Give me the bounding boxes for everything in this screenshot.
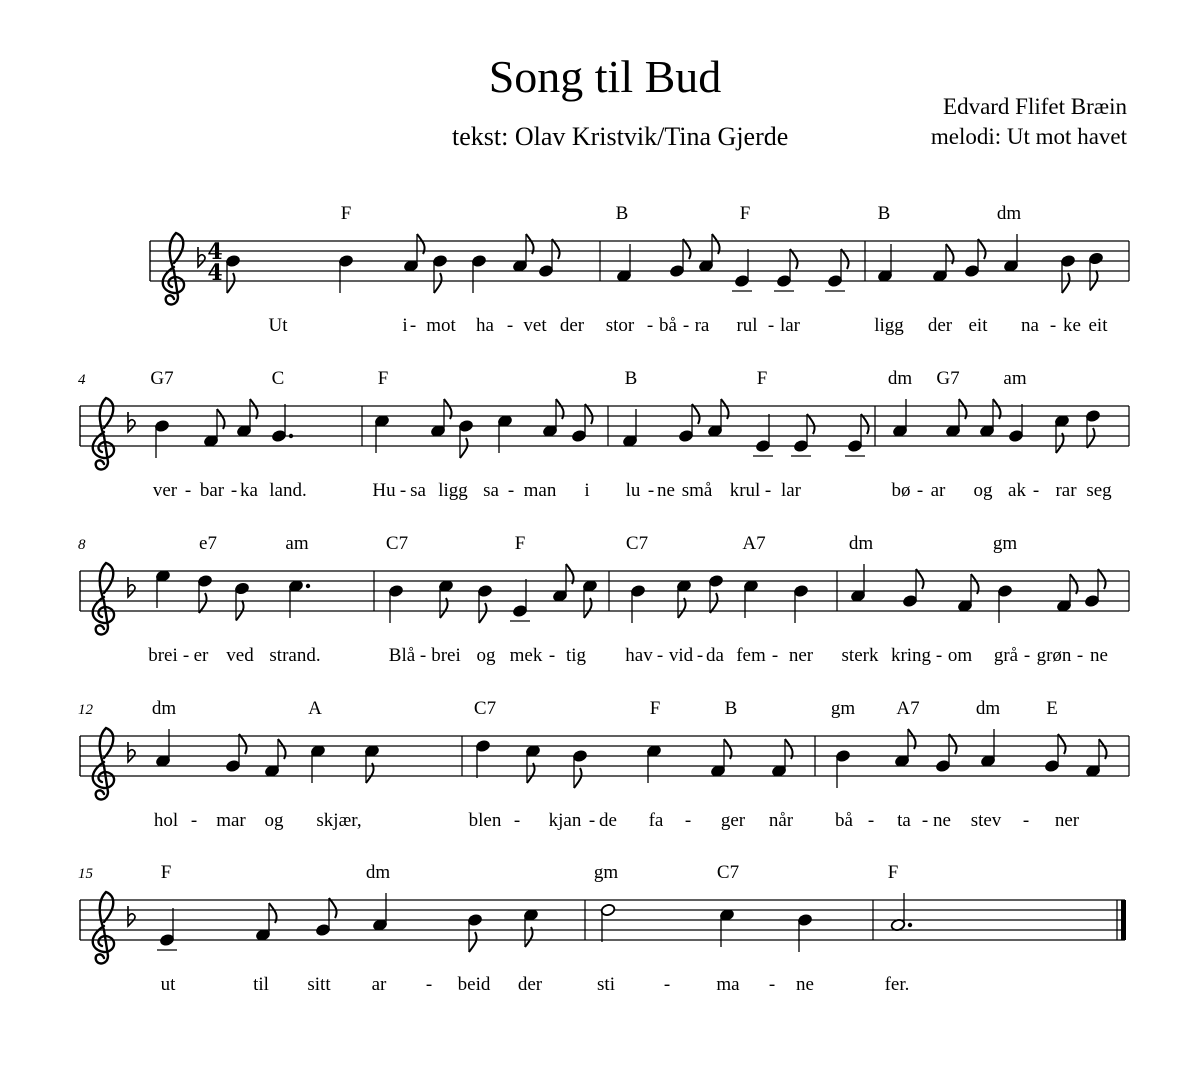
chord-symbol: gm (593, 862, 619, 883)
lyric-syllable: krul (729, 480, 761, 501)
lyric-syllable: de (599, 810, 617, 831)
lyric-syllable: Ut (268, 315, 288, 336)
lyric-syllable: der (927, 315, 953, 336)
lyric-syllable: - (684, 810, 692, 831)
lyric-syllable: hol (153, 810, 179, 831)
lyric-syllable: vet (523, 315, 547, 336)
chord-symbol: F (756, 368, 768, 389)
augmentation-dot (908, 923, 912, 927)
lyric-syllable: eit (1088, 315, 1108, 336)
measure-number: 8 (78, 537, 86, 553)
lyric-syllable: ra (694, 315, 710, 336)
lyric-syllable: ke (1063, 315, 1081, 336)
lyric-syllable: ut (160, 974, 176, 995)
time-signature-top: 4 (207, 239, 223, 265)
lyric-syllable: - (663, 974, 671, 995)
flat-key-signature-icon (128, 906, 135, 926)
chord-symbol: dm (848, 533, 874, 554)
eighth-flag (469, 932, 477, 952)
lyric-syllable: - (767, 315, 775, 336)
lyric-syllable: na (1021, 315, 1039, 336)
lyric-syllable: ger (720, 810, 746, 831)
lyric-syllable: stor (605, 315, 635, 336)
chord-symbol: E (1046, 698, 1058, 719)
lyric-syllable: land. (269, 480, 307, 501)
lyric-syllable: kring (890, 645, 932, 666)
eighth-flag (949, 734, 957, 754)
flat-key-signature-icon (128, 742, 135, 762)
treble-clef-icon (93, 398, 114, 469)
lyric-syllable: og (264, 810, 284, 831)
chord-symbol: C7 (625, 533, 649, 554)
lyric-syllable: ak (1008, 480, 1026, 501)
lyric-syllable: stev (970, 810, 1002, 831)
lyric-syllable: grøn (1036, 645, 1072, 666)
lyric-syllable: sti (597, 974, 615, 995)
lyric-syllable: ver (152, 480, 178, 501)
lyric-syllable: ne (1090, 645, 1108, 666)
lyric-syllable: - (647, 480, 655, 501)
lyric-syllable: sa (410, 480, 426, 501)
lyric-syllable: lu (625, 480, 641, 501)
treble-clef-icon (163, 233, 184, 304)
lyric-syllable: bø (891, 480, 911, 501)
lyric-syllable: fem (736, 645, 766, 666)
lyric-syllable: hav (625, 645, 653, 666)
lyric-syllable: - (425, 974, 433, 995)
lyric-syllable: - (419, 645, 427, 666)
lyric-syllable: - (399, 480, 407, 501)
eighth-flag (807, 414, 815, 434)
chord-symbol: B (724, 698, 738, 719)
eighth-flag (710, 593, 718, 613)
chord-symbol: C (271, 368, 285, 389)
lyric-syllable: - (1032, 480, 1040, 501)
eighth-flag (683, 239, 691, 259)
lyric-syllable: til (253, 974, 269, 995)
lyric-syllable: ligg (438, 480, 468, 501)
eighth-flag (552, 239, 560, 259)
lyric-syllable: - (771, 645, 779, 666)
treble-clef-icon (93, 563, 114, 634)
lyric-syllable: - (764, 480, 772, 501)
lyric-syllable: små (681, 480, 713, 501)
lyric-syllable: - (506, 315, 514, 336)
lyric-syllable: - (1076, 645, 1084, 666)
lyric-syllable: seg (1086, 480, 1112, 501)
lyric-syllable: - (1022, 810, 1030, 831)
lyric-syllable: - (507, 480, 515, 501)
lyric-syllable: beid (457, 974, 491, 995)
eighth-flag (1062, 273, 1070, 293)
chord-symbol: F (887, 862, 899, 883)
lyric-syllable: fer. (884, 974, 910, 995)
lyric-syllable: der (559, 315, 585, 336)
lyric-syllable: kjan (548, 810, 582, 831)
time-signature-bottom: 4 (207, 260, 223, 286)
lyric-syllable: - (230, 480, 238, 501)
score-system (150, 203, 1129, 336)
eighth-flag (460, 438, 468, 458)
measure-number: 15 (78, 866, 93, 882)
chord-symbol: B (624, 368, 638, 389)
lyric-syllable: i (402, 315, 408, 336)
chord-symbol: C7 (473, 698, 497, 719)
eighth-flag (790, 249, 798, 269)
lyric-syllable: grå (993, 645, 1019, 666)
lyric-syllable: Hu (372, 480, 396, 501)
measure-number: 12 (78, 702, 93, 718)
lyric-syllable: ner (788, 645, 814, 666)
lyric-syllable: - (768, 974, 776, 995)
eighth-flag (1098, 569, 1106, 589)
lyric-syllable: brei (431, 645, 461, 666)
lyric-syllable: - (513, 810, 521, 831)
lyric-syllable: ka (240, 480, 258, 501)
chord-symbol: dm (975, 698, 1001, 719)
lyric-syllable: fa (648, 810, 664, 831)
lyric-syllable: tig (565, 645, 587, 666)
chord-symbol: F (160, 862, 172, 883)
lyric-syllable: bar (199, 480, 225, 501)
lyric-syllable: ta (897, 810, 911, 831)
lyric-syllable: - (1049, 315, 1057, 336)
lyric-syllable: mot (426, 315, 456, 336)
chord-symbol: F (514, 533, 526, 554)
chord-symbol: gm (992, 533, 1018, 554)
eighth-flag (861, 414, 869, 434)
lyric-syllable: - (696, 645, 704, 666)
lyric-syllable: lar (779, 315, 801, 336)
chord-symbol: dm (996, 203, 1022, 224)
lyric-syllable: lar (780, 480, 802, 501)
lyric-syllable: ner (1054, 810, 1080, 831)
lyric-syllable: mar (216, 810, 246, 831)
lyric-syllable: og (476, 645, 496, 666)
eighth-flag (1058, 734, 1066, 754)
lyric-syllable: vid (668, 645, 694, 666)
chord-symbol: A7 (742, 533, 766, 554)
chord-symbol: G7 (936, 368, 960, 389)
lyric-syllable: - (1023, 645, 1031, 666)
lyric-syllable: ne (796, 974, 814, 995)
lyric-syllable: da (706, 645, 724, 666)
eighth-flag (574, 768, 582, 788)
flat-key-signature-icon (128, 577, 135, 597)
lyric-syllable: bå (659, 315, 677, 336)
lyric-syllable: skjær, (316, 810, 362, 831)
chord-symbol: dm (365, 862, 391, 883)
lyric-syllable: sterk (841, 645, 879, 666)
lyric-syllable: ligg (874, 315, 904, 336)
lyric-syllable: ne (657, 480, 675, 501)
lyric-syllable: ha (476, 315, 494, 336)
chord-symbol: am (285, 533, 309, 554)
lyric-syllable: ar (371, 974, 387, 995)
measure-number: 4 (78, 372, 86, 388)
chord-symbol: gm (830, 698, 856, 719)
treble-clef-icon (93, 892, 114, 963)
lyric-syllable: - (182, 645, 190, 666)
augmentation-dot (306, 584, 310, 588)
lyric-syllable: sitt (307, 974, 331, 995)
final-barline (1121, 900, 1126, 940)
chord-symbol: F (739, 203, 751, 224)
chord-symbol: G7 (150, 368, 174, 389)
eighth-flag (239, 734, 247, 754)
lyric-syllable: brei (148, 645, 178, 666)
chord-symbol: C7 (716, 862, 740, 883)
lyric-syllable: bå (835, 810, 853, 831)
eighth-flag (841, 249, 849, 269)
chord-symbol: A7 (896, 698, 920, 719)
chord-symbol: F (377, 368, 389, 389)
melody-credit: melodi: Ut mot havet (930, 124, 1127, 149)
lyric-syllable: i (584, 480, 590, 501)
eighth-flag (1087, 428, 1095, 448)
eighth-flag (479, 603, 487, 623)
lyric-syllable: - (190, 810, 198, 831)
chord-symbol: F (649, 698, 661, 719)
score-system (78, 862, 1126, 995)
treble-clef-icon (93, 728, 114, 799)
lyric-syllable: Blå (388, 645, 416, 666)
lyric-syllable: og (973, 480, 993, 501)
lyricist-credit: tekst: Olav Kristvik/Tina Gjerde (452, 122, 789, 151)
lyric-syllable: blen (468, 810, 502, 831)
lyric-syllable: eit (968, 315, 988, 336)
flat-key-signature-icon (198, 247, 205, 267)
composer-credit: Edvard Flifet Bræin (943, 94, 1127, 119)
score-system (78, 533, 1129, 666)
lyric-syllable: - (184, 480, 192, 501)
lyric-syllable: - (916, 480, 924, 501)
lyric-syllable: - (548, 645, 556, 666)
lyric-syllable: - (588, 810, 596, 831)
lyric-syllable: - (867, 810, 875, 831)
eighth-flag (585, 404, 593, 424)
chord-symbol: am (1003, 368, 1027, 389)
lyric-syllable: der (517, 974, 543, 995)
eighth-flag (692, 404, 700, 424)
lyric-syllable: sa (483, 480, 499, 501)
lyric-syllable: - (682, 315, 690, 336)
eighth-flag (978, 239, 986, 259)
score-systems (78, 203, 1129, 995)
chord-symbol: B (615, 203, 629, 224)
lyric-syllable: strand. (269, 645, 321, 666)
chord-symbol: B (877, 203, 891, 224)
eighth-flag (199, 593, 207, 613)
lyric-syllable: - (656, 645, 664, 666)
lyric-syllable: når (768, 810, 794, 831)
score-system (78, 368, 1129, 501)
eighth-flag (434, 273, 442, 293)
score-system (78, 698, 1129, 831)
chord-symbol: dm (887, 368, 913, 389)
lyric-syllable: ma (716, 974, 740, 995)
lyric-syllable: man (523, 480, 557, 501)
chord-symbol: dm (151, 698, 177, 719)
augmentation-dot (289, 434, 293, 438)
lyric-syllable: ved (226, 645, 254, 666)
lyric-syllable: om (947, 645, 973, 666)
lyric-syllable: ar (930, 480, 946, 501)
eighth-flag (227, 273, 235, 293)
song-title: Song til Bud (488, 51, 722, 102)
lyric-syllable: er (193, 645, 209, 666)
lyric-syllable: - (921, 810, 929, 831)
lyric-syllable: mek (509, 645, 543, 666)
eighth-flag (916, 569, 924, 589)
flat-key-signature-icon (128, 412, 135, 432)
chord-symbol: C7 (385, 533, 409, 554)
chord-symbol: F (340, 203, 352, 224)
lyric-syllable: - (646, 315, 654, 336)
lyric-syllable: - (935, 645, 943, 666)
lyric-syllable: ne (933, 810, 951, 831)
lyric-syllable: rul (736, 315, 758, 336)
lyric-syllable: - (409, 315, 417, 336)
chord-symbol: e7 (199, 533, 217, 554)
chord-symbol: A (308, 698, 322, 719)
eighth-flag (329, 898, 337, 918)
lyric-syllable: rar (1055, 480, 1077, 501)
